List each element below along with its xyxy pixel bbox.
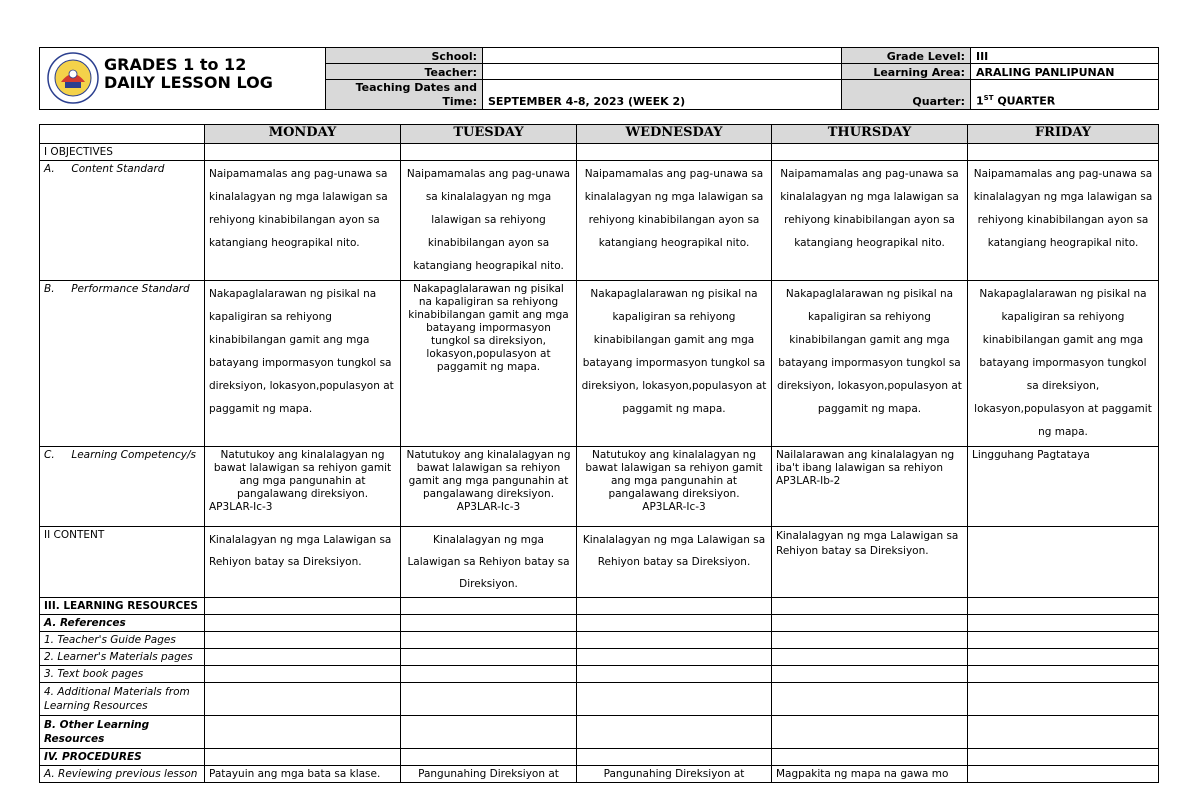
corner-cell bbox=[40, 125, 205, 144]
title-grades: GRADES 1 to 12 bbox=[104, 55, 247, 74]
content-mon[interactable]: Kinalalagyan ng mga Lalawigan sa Rehiyon batay sa Direksiyon. bbox=[205, 527, 401, 598]
title-dll: DAILY LESSON LOG bbox=[104, 73, 273, 92]
day-monday: MONDAY bbox=[205, 125, 401, 144]
content-fri[interactable] bbox=[968, 527, 1159, 598]
procedures-heading: IV. PROCEDURES bbox=[40, 749, 205, 766]
header-table bbox=[39, 47, 1159, 110]
objectives-heading: I OBJECTIVES bbox=[40, 144, 205, 161]
learning-resources-heading: III. LEARNING RESOURCES bbox=[40, 598, 205, 615]
reviewing-tue[interactable]: Pangunahing Direksiyon at bbox=[401, 766, 577, 783]
school-value[interactable] bbox=[483, 48, 842, 64]
content-standard-wed[interactable]: Naipamamalas ang pag-unawa sa kinalalagyan ng mga lalawigan sa rehiyong kinabibilangan ayon sa katangiang heograpikal nito. bbox=[577, 161, 772, 281]
other-resources-label: B. Other Learning Resources bbox=[40, 716, 205, 749]
content-standard-label: A. Content Standard bbox=[40, 161, 205, 281]
additional-materials-label: 4. Additional Materials from Learning Resources bbox=[40, 683, 205, 716]
textbook-pages-label: 3. Text book pages bbox=[40, 666, 205, 683]
reviewing-mon[interactable]: Patayuin ang mga bata sa klase. bbox=[205, 766, 401, 783]
performance-standard-tue[interactable]: Nakapaglalarawan ng pisikal na kapaligiran sa rehiyong kinabibilangan gamit ang mga batayang impormasyon tungkol sa direksiyon, lokasyon,populasyon at paggamit ng mapa. bbox=[401, 281, 577, 447]
dates-value[interactable]: SEPTEMBER 4-8, 2023 (WEEK 2) bbox=[483, 80, 842, 110]
content-standard-mon[interactable]: Naipamamalas ang pag-unawa sa kinalalagyan ng mga lalawigan sa rehiyong kinabibilangan ayon sa katangiang heograpikal nito. bbox=[205, 161, 401, 281]
teacher-label: Teacher: bbox=[326, 64, 483, 80]
performance-standard-wed[interactable]: Nakapaglalarawan ng pisikal na kapaligiran sa rehiyong kinabibilangan gamit ang mga batayang impormasyon tungkol sa direksiyon, lokasyon,populasyon at paggamit ng mapa. bbox=[577, 281, 772, 447]
content-label: II CONTENT bbox=[40, 527, 205, 598]
competency-mon[interactable]: Natutukoy ang kinalalagyan ng bawat lalawigan sa rehiyon gamit ang mga pangunahin at pangalawang direksiyon. AP3LAR-Ic-3 bbox=[205, 447, 401, 527]
content-standard-tue[interactable]: Naipamamalas ang pag-unawa sa kinalalagyan ng mga lalawigan sa rehiyong kinabibilangan ayon sa katangiang heograpikal nito. bbox=[401, 161, 577, 281]
day-tuesday: TUESDAY bbox=[401, 125, 577, 144]
teacher-value[interactable] bbox=[483, 64, 842, 80]
references-label: A. References bbox=[40, 615, 205, 632]
deped-seal-icon bbox=[47, 52, 99, 104]
learning-area-label: Learning Area: bbox=[842, 64, 971, 80]
performance-standard-mon[interactable]: Nakapaglalarawan ng pisikal na kapaligiran sa rehiyong kinabibilangan gamit ang mga batayang impormasyon tungkol sa direksiyon, lokasyon,populasyon at paggamit ng mapa. bbox=[205, 281, 401, 447]
content-thu[interactable]: Kinalalagyan ng mga Lalawigan sa Rehiyon batay sa Direksiyon. bbox=[772, 527, 968, 598]
competency-tue[interactable]: Natutukoy ang kinalalagyan ng bawat lalawigan sa rehiyon gamit ang mga pangunahin at pangalawang direksiyon. AP3LAR-Ic-3 bbox=[401, 447, 577, 527]
day-thursday: THURSDAY bbox=[772, 125, 968, 144]
day-wednesday: WEDNESDAY bbox=[577, 125, 772, 144]
reviewing-thu[interactable]: Magpakita ng mapa na gawa mo bbox=[772, 766, 968, 783]
reviewing-wed[interactable]: Pangunahing Direksiyon at bbox=[577, 766, 772, 783]
learners-materials-label: 2. Learner's Materials pages bbox=[40, 649, 205, 666]
day-friday: FRIDAY bbox=[968, 125, 1159, 144]
dates-label: Teaching Dates and Time: bbox=[326, 80, 483, 110]
competency-thu[interactable]: Nailalarawan ang kinalalagyan ng iba't ibang lalawigan sa rehiyon AP3LAR-Ib-2 bbox=[772, 447, 968, 527]
header-title-cell bbox=[40, 48, 326, 110]
school-label: School: bbox=[326, 48, 483, 64]
content-tue[interactable]: Kinalalagyan ng mga Lalawigan sa Rehiyon batay sa Direksiyon. bbox=[401, 527, 577, 598]
grade-level-label: Grade Level: bbox=[842, 48, 971, 64]
learning-area-value[interactable]: ARALING PANLIPUNAN bbox=[971, 64, 1159, 80]
grade-level-value[interactable]: III bbox=[971, 48, 1159, 64]
competency-wed[interactable]: Natutukoy ang kinalalagyan ng bawat lalawigan sa rehiyon gamit ang mga pangunahin at pangalawang direksiyon. AP3LAR-Ic-3 bbox=[577, 447, 772, 527]
content-standard-thu[interactable]: Naipamamalas ang pag-unawa sa kinalalagyan ng mga lalawigan sa rehiyong kinabibilangan ayon sa katangiang heograpikal nito. bbox=[772, 161, 968, 281]
content-wed[interactable]: Kinalalagyan ng mga Lalawigan sa Rehiyon batay sa Direksiyon. bbox=[577, 527, 772, 598]
reviewing-lesson-label: A. Reviewing previous lesson bbox=[40, 766, 205, 783]
quarter-label: Quarter: bbox=[842, 80, 971, 110]
content-standard-fri[interactable]: Naipamamalas ang pag-unawa sa kinalalagyan ng mga lalawigan sa rehiyong kinabibilangan ayon sa katangiang heograpikal nito. bbox=[968, 161, 1159, 281]
learning-competency-label: C. Learning Competency/s bbox=[40, 447, 205, 527]
teachers-guide-label: 1. Teacher's Guide Pages bbox=[40, 632, 205, 649]
reviewing-fri[interactable] bbox=[968, 766, 1159, 783]
quarter-value[interactable]: 1ST QUARTER bbox=[971, 80, 1159, 110]
competency-fri[interactable]: Lingguhang Pagtataya bbox=[968, 447, 1159, 527]
performance-standard-label: B. Performance Standard bbox=[40, 281, 205, 447]
lesson-log-table bbox=[39, 124, 1159, 783]
performance-standard-thu[interactable]: Nakapaglalarawan ng pisikal na kapaligiran sa rehiyong kinabibilangan gamit ang mga batayang impormasyon tungkol sa direksiyon, lokasyon,populasyon at paggamit ng mapa. bbox=[772, 281, 968, 447]
performance-standard-fri[interactable]: Nakapaglalarawan ng pisikal na kapaligiran sa rehiyong kinabibilangan gamit ang mga batayang impormasyon tungkol sa direksiyon, lokasyon,populasyon at paggamit ng mapa. bbox=[968, 281, 1159, 447]
